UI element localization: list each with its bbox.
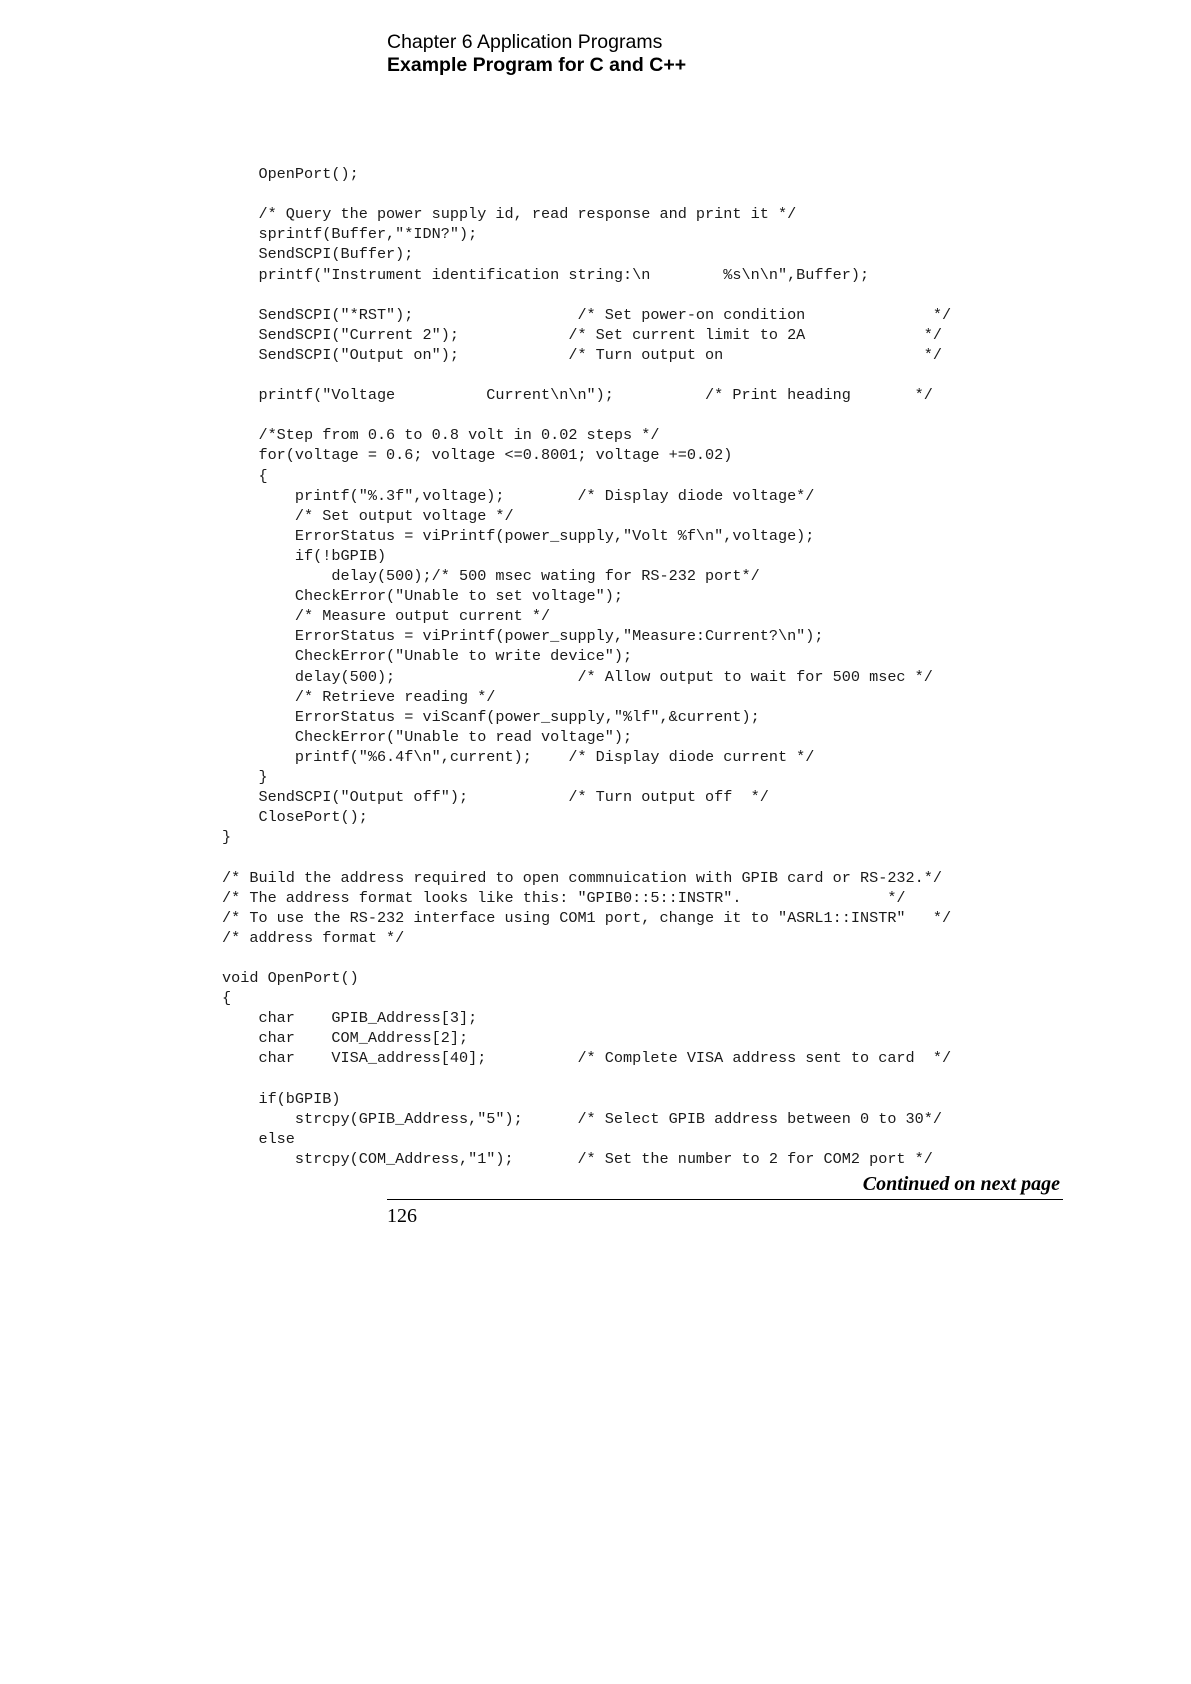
code-line: /* Build the address required to open commnuication with GPIB card or RS-232.*/ [222, 868, 943, 887]
section-title: Example Program for C and C++ [387, 54, 687, 76]
code-line: printf("Instrument identification string:\n %s\n\n",Buffer); [222, 265, 870, 284]
code-line: char COM_Address[2]; [222, 1029, 469, 1048]
code-line: OpenPort(); [222, 165, 359, 183]
code-line: /* To use the RS-232 interface using COM1 port, change it to "ASRL1::INSTR" */ [222, 908, 952, 927]
code-line: CheckError("Unable to read voltage"); [222, 727, 633, 746]
code-line: { [222, 989, 232, 1008]
code-line: SendSCPI("Current 2"); /* Set current limit to 2A */ [222, 325, 943, 344]
code-line: strcpy(COM_Address,"1"); /* Set the number to 2 for COM2 port */ [222, 1149, 933, 1168]
code-line: void OpenPort() [222, 969, 359, 987]
code-line: ClosePort(); [222, 808, 368, 827]
code-line: delay(500);/* 500 msec wating for RS-232 port*/ [222, 567, 760, 585]
code-line: SendSCPI(Buffer); [222, 245, 414, 264]
code-line: /* Set output voltage */ [222, 506, 514, 525]
continued-note: Continued on next page [862, 1173, 1060, 1195]
code-line: SendSCPI("*RST"); /* Set power-on condition */ [222, 305, 952, 324]
code-line: sprintf(Buffer,"*IDN?"); [222, 225, 478, 244]
code-line: for(voltage = 0.6; voltage <=0.8001; voltage +=0.02) [222, 446, 733, 465]
code-line: char GPIB_Address[3]; [222, 1009, 478, 1028]
code-line: CheckError("Unable to set voltage"); [222, 587, 624, 606]
code-line: ErrorStatus = viPrintf(power_supply,"Measure:Current?\n"); [222, 627, 824, 646]
code-line: /* Query the power supply id, read response and print it */ [222, 205, 797, 224]
code-line: } [222, 768, 268, 786]
code-line: if(!bGPIB) [222, 546, 387, 565]
code-line: /* The address format looks like this: "GPIB0::5::INSTR". */ [222, 888, 906, 907]
page-number: 126 [387, 1205, 417, 1227]
code-line: /* Retrieve reading */ [222, 687, 496, 706]
code-line: /* Measure output current */ [222, 607, 551, 626]
code-line: ErrorStatus = viScanf(power_supply,"%lf",&current); [222, 707, 760, 726]
code-line: printf("%6.4f\n",current); /* Display diode current */ [222, 747, 815, 766]
code-line: if(bGPIB) [222, 1089, 341, 1108]
code-line: /* address format */ [222, 928, 405, 947]
code-line: SendSCPI("Output on"); /* Turn output on */ [222, 345, 943, 364]
code-line: CheckError("Unable to write device"); [222, 647, 633, 666]
code-line: SendSCPI("Output off"); /* Turn output off */ [222, 788, 769, 807]
code-line: /*Step from 0.6 to 0.8 volt in 0.02 steps */ [222, 426, 660, 445]
code-line: ErrorStatus = viPrintf(power_supply,"Volt %f\n",voltage); [222, 526, 815, 545]
code-line: delay(500); /* Allow output to wait for 500 msec */ [222, 667, 933, 686]
footer-rule [387, 1199, 1063, 1200]
code-line: char VISA_address[40]; /* Complete VISA address sent to card */ [222, 1049, 952, 1068]
code-line: } [222, 828, 232, 847]
code-line: { [222, 466, 268, 485]
code-line: else [222, 1129, 295, 1148]
code-line: strcpy(GPIB_Address,"5"); /* Select GPIB address between 0 to 30*/ [222, 1109, 943, 1128]
chapter-title: Chapter 6 Application Programs [387, 31, 663, 53]
code-line: printf("%.3f",voltage); /* Display diode voltage*/ [222, 486, 815, 505]
code-line: printf("Voltage Current\n\n"); /* Print heading */ [222, 386, 933, 405]
